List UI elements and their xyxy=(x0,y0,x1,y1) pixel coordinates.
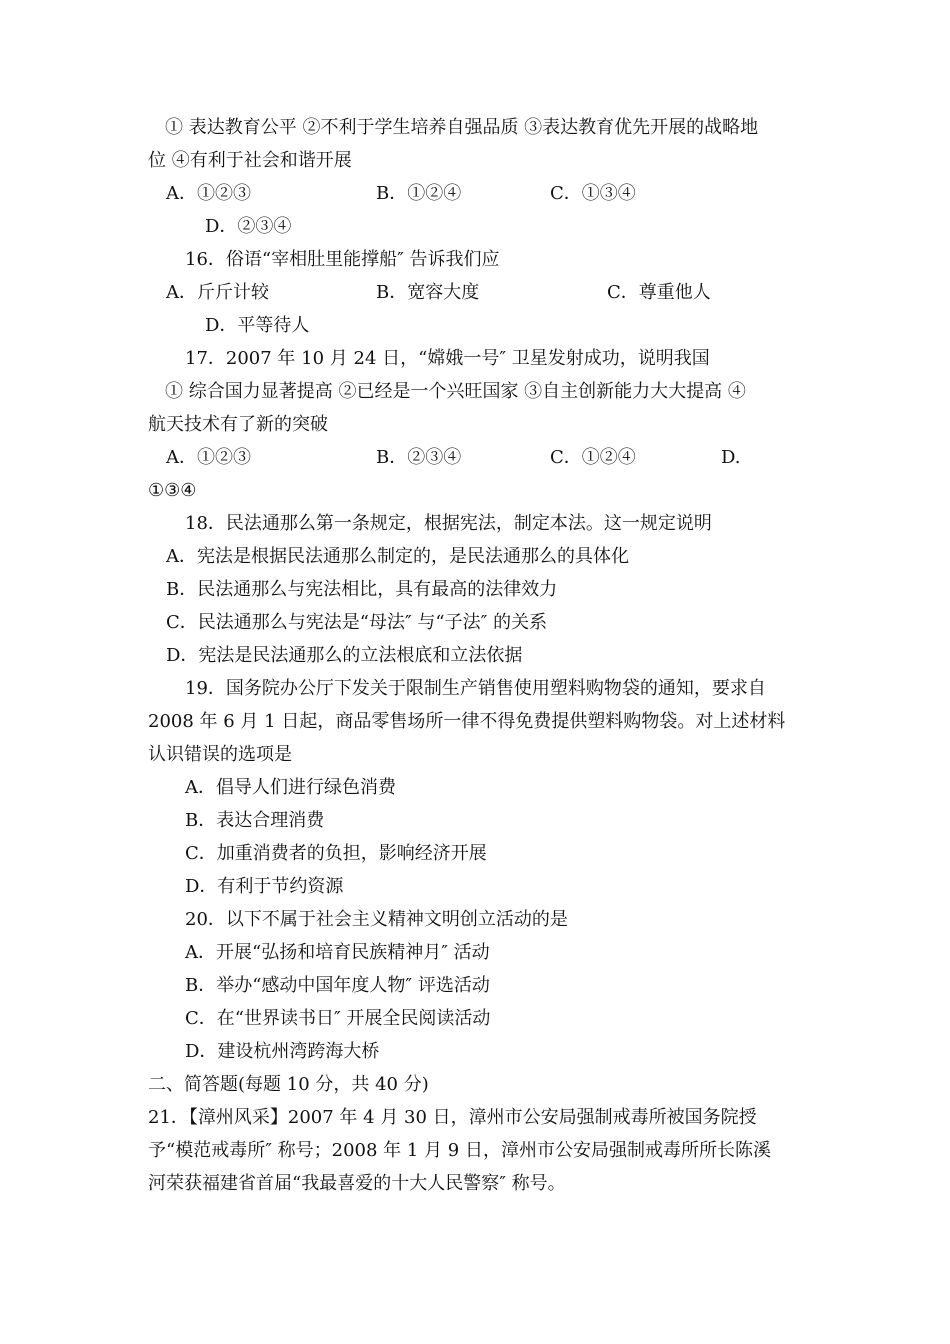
q21-line3: 河荣获福建省首届“我最喜爱的十大人民警察″ 称号。 xyxy=(148,1173,566,1194)
q16-option-c: C．尊重他人 xyxy=(607,282,711,303)
q17-statement-line1: ① 综合国力显著提高 ②已经是一个兴旺国家 ③自主创新能力大大提高 ④ xyxy=(165,381,746,402)
q21-line1: 21．【漳州风采】2007 年 4 月 30 日，漳州市公安局强制戒毒所被国务院授 xyxy=(148,1107,757,1128)
q20-option-c: C．在“世界读书日″ 开展全民阅读活动 xyxy=(185,1008,491,1029)
q19-option-b: B．表达合理消费 xyxy=(185,810,325,831)
q18-option-b: B．民法通那么与宪法相比，具有最高的法律效力 xyxy=(166,579,558,600)
q18-option-c: C．民法通那么与宪法是“母法″ 与“子法″ 的关系 xyxy=(166,612,548,633)
q19-stem-line3: 认识错误的选项是 xyxy=(148,744,292,765)
q20-option-b: B．举办“感动中国年度人物″ 评选活动 xyxy=(185,975,490,996)
q21-line2: 予“模范戒毒所″ 称号；2008 年 1 月 9 日，漳州市公安局强制戒毒所所长陈溪 xyxy=(148,1140,771,1161)
q19-option-d: D．有利于节约资源 xyxy=(185,876,344,897)
q17-option-a: A．①②③ xyxy=(166,447,251,468)
q17-stem: 17．2007 年 10 月 24 日，“嫦娥一号″ 卫星发射成功，说明我国 xyxy=(185,348,710,369)
q15-option-d: D．②③④ xyxy=(205,216,292,237)
q15-option-c: C．①③④ xyxy=(550,183,636,204)
q18-option-a: A．宪法是根据民法通那么制定的，是民法通那么的具体化 xyxy=(166,546,629,567)
q17-option-b: B．②③④ xyxy=(376,447,462,468)
q15-option-a: A．①②③ xyxy=(166,183,251,204)
q19-option-a: A．倡导人们进行绿色消费 xyxy=(185,777,396,798)
q18-option-d: D．宪法是民法通那么的立法根底和立法依据 xyxy=(166,645,523,666)
q19-stem-line2: 2008 年 6 月 1 日起，商品零售场所一律不得免费提供塑料购物袋。对上述材料 xyxy=(148,711,786,732)
q20-option-a: A．开展“弘扬和培育民族精神月″ 活动 xyxy=(185,942,490,963)
q17-option-c: C．①②④ xyxy=(550,447,636,468)
q20-stem: 20．以下不属于社会主义精神文明创立活动的是 xyxy=(185,909,568,930)
q16-stem: 16．俗语“宰相肚里能撑船″ 告诉我们应 xyxy=(185,249,500,270)
section-heading: 二、简答题(每题 10 分，共 40 分) xyxy=(148,1074,429,1095)
q17-option-d-label: D. xyxy=(721,447,741,468)
q15-option-b: B．①②④ xyxy=(376,183,462,204)
q17-statement-line2: 航天技术有了新的突破 xyxy=(148,414,328,435)
q19-option-c: C．加重消费者的负担，影响经济开展 xyxy=(185,843,487,864)
q16-option-b: B．宽容大度 xyxy=(376,282,480,303)
q15-statement-line1: ① 表达教育公平 ②不利于学生培养自强品质 ③表达教育优先开展的战略地 xyxy=(165,117,759,138)
q16-option-d: D．平等待人 xyxy=(205,315,310,336)
q15-statement-line2: 位 ④有利于社会和谐开展 xyxy=(148,150,352,171)
q16-option-a: A．斤斤计较 xyxy=(166,282,269,303)
q17-option-d-value: ①③④ xyxy=(148,480,197,501)
q19-stem-line1: 19．国务院办公厅下发关于限制生产销售使用塑料购物袋的通知，要求自 xyxy=(185,678,766,699)
q18-stem: 18．民法通那么第一条规定，根据宪法，制定本法。这一规定说明 xyxy=(185,513,712,534)
q20-option-d: D．建设杭州湾跨海大桥 xyxy=(185,1041,380,1062)
